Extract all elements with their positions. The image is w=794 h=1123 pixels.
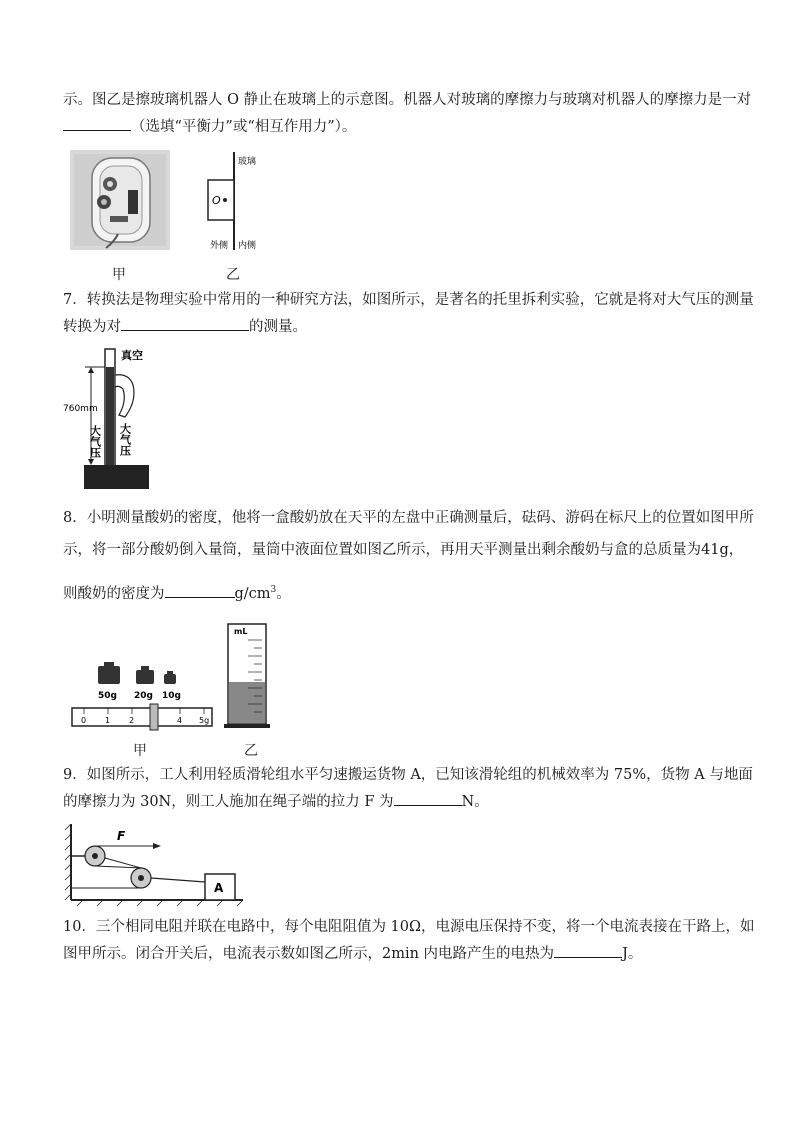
q6-line-2 [63,116,356,137]
height-label: 760mm [63,404,98,414]
robot-o-label: O [212,194,221,207]
q7-text-2a: 转换为对 [63,319,121,335]
atm-left-label: 大气压 [88,425,102,458]
ruler-tick-2: 2 [129,716,135,725]
q7-line-2 [63,316,307,337]
q6-text-1: 示。图乙是擦玻璃机器人 O 静止在玻璃上的示意图。机器人对玻璃的摩擦力与玻璃对机器人的摩擦力是一对 [63,92,752,108]
q8-text-1: 8．小明测量酸奶的密度，他将一盒酸奶放在天平的左盘中正确测量后，砝码、游码在标尺上的位置如图甲所 [63,510,754,526]
q8-unit: g/cm [234,585,271,602]
ruler-tick-4: 4 [177,716,183,725]
ruler-tick-5: 5g [199,716,210,725]
q10-text-2a: 图甲所示。闭合开关后，电流表示数如图乙所示，2min 内电路产生的电热为 [63,946,555,962]
q10-line-2 [63,943,642,964]
q8-caption-a: 甲 [133,743,147,759]
q9-text-1: 9．如图所示，工人利用轻质滑轮组水平匀速搬运货物 A，已知该滑轮组的机械效率为 75%，货物 A 与地面 [63,767,753,783]
q9-answer-blank[interactable] [394,791,462,806]
q8-unit-sup: 3 [270,585,277,595]
q6-caption-b: 乙 [226,267,240,283]
q7-line-1 [63,290,754,310]
q9-line-2 [63,791,489,812]
weight-10g: 10g [162,691,181,701]
q8-text-3a: 则酸奶的密度为 [63,585,165,602]
q6-answer-blank[interactable] [63,116,131,131]
q9-text-2b: N。 [461,794,489,810]
cylinder-unit: mL [234,627,248,636]
q8-line-2 [63,540,743,560]
vacuum-label: 真空 [121,349,143,362]
glass-label: 玻璃 [238,157,257,167]
q7-answer-blank[interactable] [121,316,249,331]
inside-label: 内侧 [238,241,257,251]
q7-text-2b: 的测量。 [249,319,307,335]
block-a-label: A [214,881,224,895]
q6-figure-schematic [200,150,280,264]
q8-line-1 [63,508,754,528]
weight-20g: 20g [134,691,153,701]
q10-text-2b: J。 [622,946,643,962]
q9-figure-pulley [63,822,248,914]
q8-caption-b: 乙 [244,743,258,759]
q10-text-1: 10．三个相同电阻并联在电路中，每个电阻阻值为 10Ω，电源电压保持不变，将一个电流表接在干路上，如 [63,919,755,935]
q8-line-3 [63,580,291,604]
q9-line-1 [63,765,753,785]
outside-label: 外侧 [210,241,229,251]
q7-text-1: 7．转换法是物理实验中常用的一种研究方法，如图所示，是著名的托里拆利实验，它就是将对大气压的测量 [63,292,754,308]
force-f-label: F [117,829,126,843]
q9-text-2a: 的摩擦力为 30N，则工人施加在绳子端的拉力 F 为 [63,794,394,810]
q8-figure-balance [70,660,215,739]
q6-caption-a: 甲 [112,267,126,283]
weight-50g: 50g [98,691,117,701]
q8-answer-blank[interactable] [165,583,235,598]
q6-figure-robot-photo [70,150,170,254]
q6-text-2: （选填“平衡力”或“相互作用力”）。 [131,119,357,135]
ruler-tick-0: 0 [81,716,87,725]
q10-line-1 [63,917,755,937]
q7-figure-torricelli [63,345,153,499]
q10-answer-blank[interactable] [554,943,622,958]
ruler-tick-1: 1 [105,716,111,725]
q6-line-1 [63,90,751,110]
atm-right-label: 大气压 [118,423,132,456]
q8-figure-cylinder [222,620,272,734]
q8-text-3b: 。 [276,585,291,602]
q8-text-2: 示，将一部分酸奶倒入量筒，量筒中液面位置如图乙所示，再用天平测量出剩余酸奶与盒的总质量为41g， [63,542,744,558]
